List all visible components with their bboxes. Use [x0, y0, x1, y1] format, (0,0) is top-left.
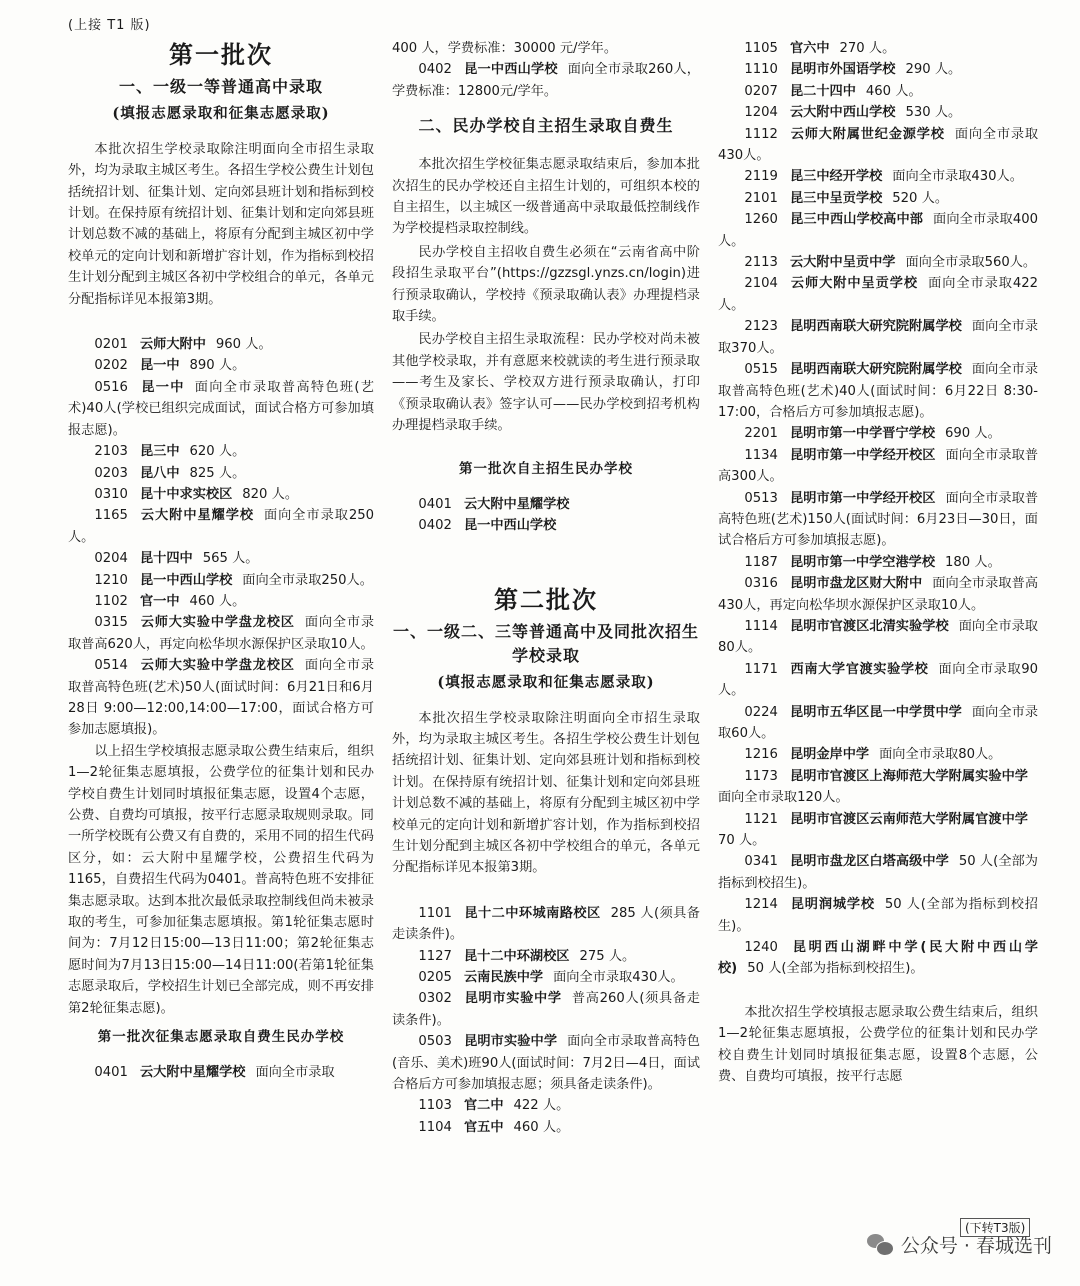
school-quota: 面向全市录取普高300人。 — [718, 447, 1039, 485]
school-code: 2119 — [744, 169, 778, 185]
continued-text: 400 人，学费标准：30000 元/学年。 — [392, 41, 618, 56]
collect-paragraph: 本批次招生学校填报志愿录取公费生结束后，组织1—2轮征集志愿填报，公费学位的征集计划和民办学校自费生计划同时填报征集志愿，设置8个志愿，公费、自费均可填报，按平行志愿 — [718, 1004, 1038, 1085]
school-code: 1214 — [744, 897, 778, 913]
school-quota: 面向全市录取250人。 — [68, 508, 375, 545]
school-code: 2201 — [744, 426, 778, 442]
continued-from-note: (上接 T1 版) — [68, 18, 151, 33]
list-item — [68, 441, 374, 462]
school-name: 昆十二中环湖校区 — [463, 948, 570, 964]
watermark — [867, 1231, 1052, 1258]
school-quota: 面向全市录取400人。 — [718, 212, 1039, 249]
section-title-first-tier: 一、一级一等普通高中录取 — [118, 77, 323, 97]
school-code: 0204 — [94, 551, 128, 567]
school-name: 昆明西南联大研究院附属学校 — [789, 362, 962, 378]
school-quota: 面向全市录取 — [255, 1065, 335, 1081]
list-item — [718, 359, 1038, 423]
list-item — [718, 273, 1038, 316]
school-quota: 面向全市录取422人。 — [718, 276, 1039, 313]
school-quota: 460 人。 — [189, 593, 246, 609]
school-quota: 460 人。 — [513, 1119, 570, 1135]
section-subtitle-2: (填报志愿录取和征集志愿录取) — [437, 674, 655, 692]
school-name: 昆明金岸中学 — [789, 747, 870, 763]
school-quota: 面向全市录取430人。 — [718, 126, 1039, 164]
list-item — [68, 484, 374, 505]
school-name: 昆明市官渡区北清实验学校 — [789, 618, 949, 634]
school-name: 昆明市实验中学 — [463, 1034, 558, 1050]
school-name: 云师大附属世纪金源学校 — [789, 126, 945, 142]
school-name: 云南民族中学 — [463, 970, 544, 985]
school-quota: 面向全市录取260人，学费标准：12800元/学年。 — [392, 62, 700, 99]
list-item — [718, 851, 1038, 894]
intro-paragraph-2: 本批次招生学校录取除注明面向全市招生录取外，均为录取主城区考生。各招生学校公费生计划包括统招计划、征集计划、定向郊县班计划和指标到校计划。在保持原有统招计划、征集计划和定向郊县班计划总数不减的基础上，将原有分配到主城区初中学校单元的定向计划和新增扩容计划，作为指标到校招生计划分配到主城区各初中学校组合的单元，各单元分配指标详见本报第3期。 — [392, 710, 700, 876]
school-name: 昆一中 — [139, 358, 180, 374]
school-code: 0402 — [418, 518, 452, 534]
school-quota: 825 人。 — [189, 465, 246, 481]
school-code: 0316 — [744, 576, 778, 592]
school-name: 昆明市官渡区上海师范大学附属实验中学 — [789, 768, 1028, 784]
list-item — [718, 59, 1038, 80]
column-1 — [68, 38, 374, 1084]
school-code: 0401 — [94, 1065, 128, 1081]
school-quota: 面向全市录取430人。 — [892, 169, 1023, 185]
school-name: 昆一中西山学校 — [463, 518, 557, 534]
school-quota: 面向全市录取普高430人，再定向松华坝水源保护区录取10人。 — [718, 576, 1039, 613]
supplement-paragraph: 以上招生学校填报志愿录取公费生结束后，组织1—2轮征集志愿填报，公费学位的征集计划和民办学校自费生计划同时填报征集志愿，设置4个志愿，公费、自费均可填报，按平行志愿录取规则录取。同一所学校既有公费又有自费的，采用不同的招生代码区分，如：云大附中星耀学校，公费招生代码为1165，自费招生代码为0401。普高特色班不安排征集志愿录取。达到本批次最低录取控制线但尚未被录取的考生，可参加征集志愿填报。第1轮征集志愿时间为：7月12日15:00—13日11:00；第2轮征集志愿时间为7月13日15:00—14日11:00(若第1轮征集志愿录取后，学校招生计划已全部完成，则不再安排第2轮征集志愿)。 — [68, 743, 374, 1016]
list-item — [68, 463, 374, 484]
list-item — [718, 552, 1038, 573]
school-code: 1114 — [744, 618, 778, 634]
school-quota: 50 人(全部为指标到校招生)。 — [747, 961, 924, 977]
list-item — [718, 423, 1038, 444]
school-name: 云大附中星耀学校 — [139, 508, 255, 524]
school-list-col2-top — [392, 59, 700, 102]
school-code: 1127 — [418, 948, 452, 964]
list-item — [392, 967, 700, 988]
school-name: 云大附中呈贡中学 — [789, 255, 896, 271]
school-quota: 面向全市录取普高620人，再定向松华坝水源保护区录取10人。 — [68, 615, 375, 652]
intro-paragraph: 本批次招生学校录取除注明面向全市招生录取外，均为录取主城区考生。各招生学校公费生计划包括统招计划、征集计划、定向郊县班计划和指标到校计划。在保持原有统招计划、征集计划和定向郊县班计划总数不减的基础上，将原有分配到主城区初中学校单元的定向计划和新增扩容计划，作为指标到校招生计划分配到主城区各初中学校组合的单元，各单元分配指标详见本报第3期。 — [68, 141, 374, 307]
school-code: 2104 — [744, 276, 778, 292]
list-item — [68, 548, 374, 569]
school-code: 1173 — [744, 768, 778, 784]
school-code: 0201 — [94, 337, 128, 353]
school-code: 0513 — [744, 490, 778, 506]
list-item — [718, 316, 1038, 359]
list-item — [718, 188, 1038, 209]
list-item — [68, 1062, 374, 1083]
batch-title-first: 第一批次 — [169, 40, 273, 69]
school-name: 昆明市第一中学空港学校 — [789, 554, 936, 570]
school-name: 云大附中星耀学校 — [463, 496, 570, 512]
school-code: 0402 — [418, 62, 452, 78]
school-code: 0516 — [94, 379, 128, 395]
list-item — [718, 766, 1038, 809]
list-item — [68, 355, 374, 376]
list-item — [718, 702, 1038, 745]
school-code: 1165 — [94, 508, 128, 524]
school-name: 昆十二中环城南路校区 — [463, 905, 601, 921]
school-quota: 面向全市录取普高特色班(艺术)50人(面试时间：6月21日和6月28日 9:00—12:00,14:00—17:00，面试合格方可参加志愿填报)。 — [68, 658, 375, 738]
list-item — [392, 1117, 700, 1138]
school-name: 昆三中经开学校 — [789, 169, 883, 185]
school-quota: 面向全市录取普高特色(音乐、美术)班90人(面试时间：7月2日—4日，面试合格后方可参加填报志愿；须具备走读条件)。 — [392, 1034, 700, 1093]
school-code: 2113 — [744, 255, 778, 271]
batch-title-second: 第二批次 — [494, 584, 598, 614]
school-quota: 面向全市录取250人。 — [242, 572, 373, 588]
school-code: 0341 — [744, 854, 778, 870]
school-name: 官二中 — [463, 1098, 504, 1114]
list-item — [68, 505, 374, 548]
school-quota: 面向全市录取80人。 — [718, 618, 1038, 656]
school-code: 1103 — [418, 1098, 452, 1114]
school-quota: 面向全市录取80人。 — [879, 747, 1002, 763]
school-quota: 520 人。 — [892, 190, 949, 206]
list-item — [392, 1031, 700, 1095]
private-para-1: 本批次招生学校征集志愿录取结束后，参加本批次招生的民办学校还自主招生计划的，可组织本校的自主招生，以主城区一级普通高中录取最低控制线作为学校提档录取控制线。 — [392, 157, 700, 237]
school-code: 1171 — [744, 661, 778, 677]
school-name: 昆一中西山学校 — [139, 572, 233, 588]
school-quota: 960 人。 — [215, 337, 272, 353]
list-item — [718, 744, 1038, 765]
school-name: 昆十四中 — [139, 551, 193, 567]
list-item — [718, 937, 1038, 980]
list-item — [68, 334, 374, 355]
school-code: 1121 — [744, 811, 778, 827]
school-name: 昆三中西山学校高中部 — [789, 212, 924, 228]
list-item — [392, 903, 700, 946]
school-code: 2123 — [744, 319, 778, 335]
list-item — [392, 494, 700, 515]
school-name: 昆三中呈贡学校 — [789, 190, 883, 206]
list-item — [68, 655, 374, 741]
school-quota: 70 人。 — [718, 833, 766, 849]
school-code: 1204 — [744, 105, 778, 121]
school-code: 1101 — [418, 905, 452, 921]
school-quota: 820 人。 — [242, 486, 299, 502]
school-quota: 面向全市录取普高特色班(艺术)40人(面试时间：6月22日 8:30-17:00，合格后方可参加填报志愿)。 — [718, 362, 1039, 420]
school-name: 云大附中西山学校 — [789, 105, 896, 121]
school-list-autonomous — [392, 494, 700, 537]
school-code: 0202 — [94, 358, 128, 374]
school-code: 1260 — [744, 212, 778, 228]
list-item — [718, 38, 1038, 59]
continued-to-note: (下转T3版) — [960, 1218, 1030, 1237]
school-code: 0401 — [418, 496, 452, 512]
school-quota: 面向全市录取60人。 — [718, 704, 1039, 741]
school-name: 云师大实验中学盘龙校区 — [139, 615, 295, 631]
school-name: 官一中 — [139, 593, 180, 609]
list-item — [68, 591, 374, 612]
school-name: 昆明西南联大研究院附属学校 — [789, 319, 962, 335]
school-name: 昆明市官渡区云南师范大学附属官渡中学 — [789, 811, 1028, 827]
school-code: 0302 — [418, 991, 452, 1007]
school-quota: 面向全市录取普高特色班(艺术)150人(面试时间：6月23日—30日，面试合格后方可参加填报志愿)。 — [718, 490, 1039, 549]
list-item — [392, 59, 700, 102]
list-item — [718, 124, 1038, 167]
school-code: 1187 — [744, 554, 778, 570]
list-item — [392, 1095, 700, 1116]
school-name: 昆明市盘龙区财大附中 — [789, 576, 923, 592]
school-quota: 面向全市录取560人。 — [905, 255, 1037, 271]
school-name: 云大附中星耀学校 — [139, 1065, 246, 1081]
school-name: 云师大附中 — [139, 337, 206, 353]
school-quota: 面向全市录取90人。 — [718, 661, 1039, 699]
column-2 — [392, 38, 700, 1138]
school-quota: 面向全市录取120人。 — [718, 790, 849, 806]
school-name: 云师大附中呈贡学校 — [789, 276, 919, 292]
school-quota: 460 人。 — [865, 83, 922, 99]
list-item — [718, 616, 1038, 659]
school-name: 昆十中求实校区 — [139, 486, 233, 502]
school-list-col2 — [392, 903, 700, 1138]
school-quota: 270 人。 — [839, 41, 896, 56]
school-name: 昆明市第一中学经开校区 — [789, 447, 936, 463]
school-name: 昆明西山湖畔中学(民大附中西山学校) — [718, 940, 1038, 977]
school-name: 昆八中 — [139, 465, 180, 481]
school-list-col3 — [718, 38, 1038, 980]
list-item — [392, 515, 700, 536]
list-item — [718, 488, 1038, 552]
school-code: 0310 — [94, 486, 128, 502]
school-quota: 面向全市录取370人。 — [718, 319, 1039, 356]
school-code: 1210 — [94, 572, 128, 588]
school-quota: 890 人。 — [189, 358, 246, 374]
list-item — [392, 946, 700, 967]
school-quota: 面向全市录取普高特色班(艺术)40人(学校已组织完成面试，面试合格方可参加填报志愿)。 — [68, 379, 374, 438]
school-list-col1 — [68, 334, 374, 741]
school-code: 1105 — [744, 41, 778, 56]
school-quota: 530 人。 — [905, 105, 962, 121]
school-code: 1216 — [744, 747, 778, 763]
school-quota: 面向全市录取430人。 — [553, 970, 684, 985]
school-code: 1110 — [744, 62, 778, 78]
school-quota: 普高260人(须具备走读条件)。 — [392, 991, 700, 1028]
school-quota: 290 人。 — [905, 62, 962, 78]
school-code: 0205 — [418, 970, 452, 985]
school-name: 西南大学官渡实验学校 — [789, 661, 929, 677]
list-item — [718, 209, 1038, 252]
list-item — [718, 252, 1038, 273]
school-name: 昆明润城学校 — [789, 897, 875, 913]
school-name: 昆明市五华区昆一中学贯中学 — [789, 704, 962, 720]
school-name: 昆明市外国语学校 — [789, 62, 896, 78]
school-name: 云师大实验中学盘龙校区 — [139, 658, 295, 674]
list-item — [718, 166, 1038, 187]
list-item — [718, 102, 1038, 123]
school-quota: 565 人。 — [202, 551, 259, 567]
school-code: 0207 — [744, 83, 778, 99]
list-item — [68, 570, 374, 591]
school-code: 0503 — [418, 1034, 452, 1050]
school-code: 0515 — [744, 362, 778, 378]
school-name: 昆明市盘龙区白塔高级中学 — [789, 854, 949, 870]
school-name: 昆明市第一中学经开校区 — [789, 490, 936, 506]
list-item — [718, 894, 1038, 937]
school-name: 昆一中西山学校 — [463, 62, 558, 78]
school-code: 1104 — [418, 1119, 452, 1135]
school-code: 0224 — [744, 704, 778, 720]
school-quota: 50 人(全部为指标到校招生)。 — [718, 897, 1038, 934]
school-name: 昆二十四中 — [789, 83, 856, 99]
school-quota: 620 人。 — [189, 444, 246, 460]
box-title-self-funded: 第一批次征集志愿录取自费生民办学校 — [97, 1029, 345, 1046]
section-subtitle: (填报志愿录取和征集志愿录取) — [112, 105, 330, 123]
school-quota: 180 人。 — [945, 554, 1001, 570]
school-quota: 275 人。 — [579, 948, 636, 964]
list-item — [718, 81, 1038, 102]
school-code: 2101 — [744, 190, 778, 206]
school-quota: 50 人(全部为指标到校招生)。 — [718, 854, 1038, 891]
school-code: 0514 — [94, 658, 128, 674]
school-name: 昆明市实验中学 — [463, 991, 562, 1007]
list-item — [718, 659, 1038, 702]
column-3 — [718, 38, 1038, 1090]
section-title-second-tier: 一、一级二、三等普通高中及同批次招生学校录取 — [392, 622, 699, 666]
school-code: 1102 — [94, 593, 128, 609]
school-quota: 690 人。 — [945, 426, 1001, 442]
school-name: 官六中 — [789, 41, 830, 56]
school-quota: 422 人。 — [513, 1098, 570, 1114]
school-name: 官五中 — [463, 1119, 504, 1135]
school-name: 昆三中 — [139, 444, 180, 460]
section-title-private: 二、民办学校自主招生录取自费生 — [418, 116, 674, 136]
private-para-3: 民办学校自主招生录取流程：民办学校对尚未被其他学校录取，并有意愿来校就读的考生进行预录取——考生及家长、学校双方进行预录取确认，打印《预录取确认表》签字认可——民办学校到招考机构办理提档录取手续。 — [392, 332, 700, 434]
list-item — [718, 809, 1038, 852]
list-item — [718, 445, 1038, 488]
school-code: 2103 — [94, 444, 128, 460]
list-item — [68, 612, 374, 655]
school-code: 1112 — [744, 126, 778, 142]
school-code: 0203 — [94, 465, 128, 481]
school-quota: 285 人(须具备走读条件)。 — [392, 905, 700, 943]
list-item — [392, 988, 700, 1031]
school-name: 昆明市第一中学晋宁学校 — [789, 426, 936, 442]
school-code: 1240 — [744, 940, 778, 956]
list-item — [68, 377, 374, 441]
school-name: 昆一中 — [139, 379, 185, 395]
school-code: 0315 — [94, 615, 128, 631]
watermark-text: 公众号 · 春城选刊 — [900, 1235, 1052, 1257]
wechat-icon — [867, 1234, 893, 1256]
private-para-2: 民办学校自主招收自费生必须在“云南省高中阶段招生录取平台”(https://gzzsgl.ynzs.cn/login)进行预录取确认，学校持《预录取确认表》办理提档录取手续。 — [392, 244, 700, 325]
list-item — [718, 573, 1038, 616]
school-code: 1134 — [744, 447, 778, 463]
box-title-autonomous: 第一批次自主招生民办学校 — [459, 460, 633, 477]
